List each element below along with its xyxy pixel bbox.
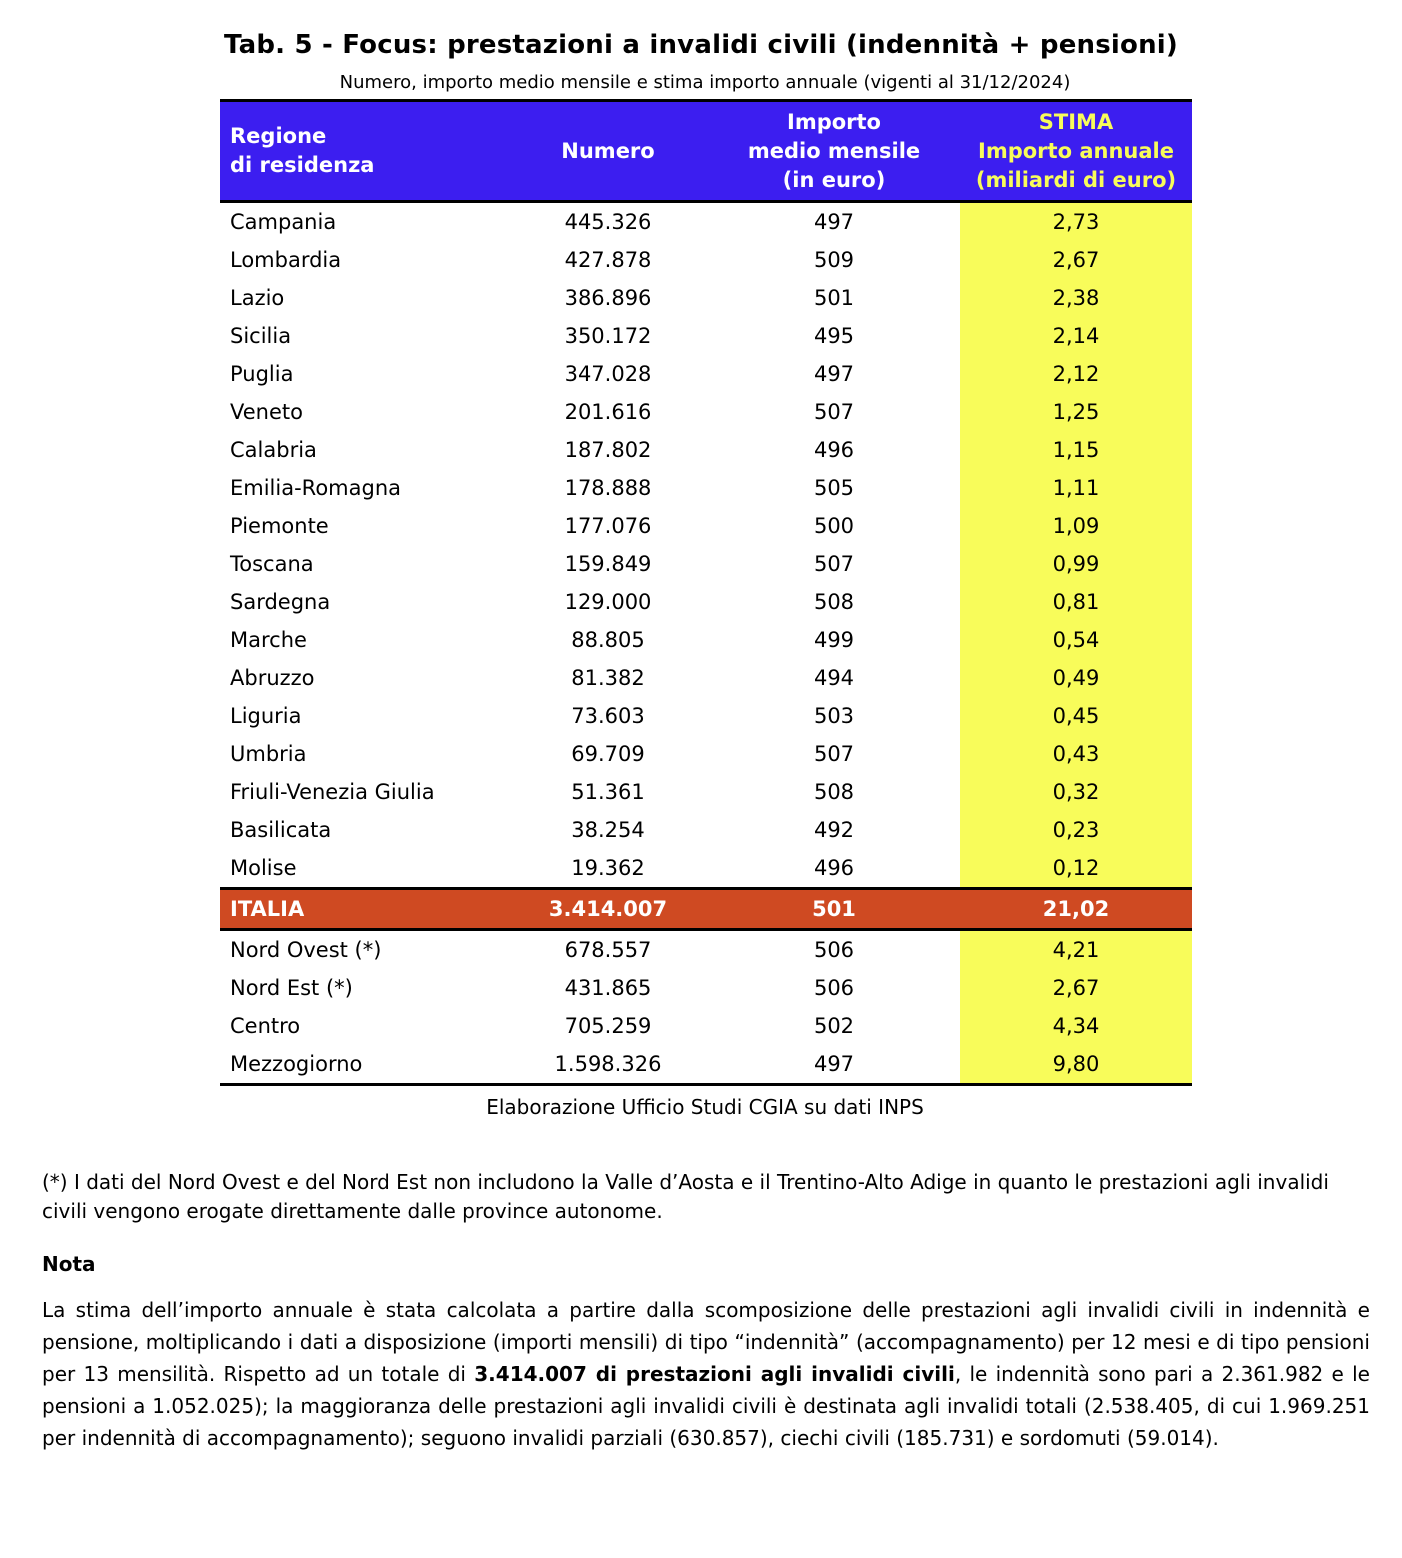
cell-regione: Puglia (230, 362, 294, 386)
cell-numero: 705.259 (564, 1014, 652, 1038)
cell-stima: 0,81 (960, 583, 1192, 621)
cell-numero: 201.616 (564, 400, 652, 424)
table-row (220, 1007, 1192, 1045)
cell-stima: 9,80 (960, 1045, 1192, 1085)
cell-stima: 4,34 (960, 1007, 1192, 1045)
cell-regione: Emilia-Romagna (230, 476, 402, 500)
cell-numero: 178.888 (564, 476, 652, 500)
cell-importo: 497 (813, 362, 855, 386)
cell-numero: 129.000 (564, 590, 652, 614)
total-stima: 21,02 (960, 889, 1192, 930)
footnote: (*) I dati del Nord Ovest e del Nord Est non includono la Valle d’Aosta e il Trentino-Alto Adige in quanto le prestazioni agli invalidi civili vengono erogate direttamente dalle province autonome. (42, 1170, 1329, 1223)
table-row (220, 393, 1192, 431)
total-importo: 501 (708, 889, 960, 930)
cell-stima: 0,45 (960, 697, 1192, 735)
cell-importo: 496 (813, 856, 855, 880)
cell-regione: Basilicata (230, 818, 332, 842)
cell-stima: 0,99 (960, 545, 1192, 583)
table-row (220, 735, 1192, 773)
cell-regione: Umbria (230, 742, 307, 766)
header-row (220, 101, 1192, 202)
cell-importo: 508 (813, 590, 855, 614)
total-body (220, 889, 1192, 930)
table-row (220, 279, 1192, 317)
source-note: Elaborazione Ufficio Studi CGIA su dati INPS (486, 1095, 924, 1119)
cell-numero: 678.557 (564, 938, 652, 962)
total-row (220, 889, 1192, 930)
nota-paragraph: La stima dell’importo annuale è stata calcolata a partire dalla scomposizione delle prestazioni agli invalidi civili in indennità e pensione, moltiplicando i dati a disposizione (importi mensili) di tipo “indennità” (accompagnamento) per 12 mesi e di tipo pensioni per 13 mensilità. Rispetto ad un totale di 3.414.007 di prestazioni agli invalidi civili, le indennità sono pari a 2.361.982 e le pensioni a 1.052.025); la maggioranza delle prestazioni agli invalidi civili è destinata agli invalidi totali (2.538.405, di cui 1.969.251 per indennità di accompagnamento); seguono invalidi parziali (630.857), ciechi civili (185.731) e sordomuti (59.014). (42, 1298, 1370, 1450)
cell-numero: 51.361 (571, 780, 645, 804)
regions-body (220, 202, 1192, 889)
table-row (220, 241, 1192, 279)
table-row (220, 431, 1192, 469)
cell-stima: 0,32 (960, 773, 1192, 811)
cell-numero: 427.878 (564, 248, 652, 272)
table-row (220, 659, 1192, 697)
cell-regione: Lazio (230, 286, 285, 310)
cell-stima: 2,73 (960, 202, 1192, 242)
cell-stima: 2,14 (960, 317, 1192, 355)
cell-regione: Nord Est (*) (230, 976, 353, 1000)
cell-regione: Veneto (230, 400, 303, 424)
cell-regione: Piemonte (230, 514, 329, 538)
cell-importo: 508 (813, 780, 855, 804)
table-row (220, 811, 1192, 849)
cell-importo: 503 (813, 704, 855, 728)
header-numero: Numero (508, 101, 708, 202)
total-numero: 3.414.007 (508, 889, 708, 930)
macro-areas-body (220, 930, 1192, 1085)
cell-importo: 506 (813, 976, 855, 1000)
nota-heading: Nota (42, 1252, 96, 1276)
data-table (220, 99, 1192, 1086)
cell-importo: 507 (813, 400, 855, 424)
cell-regione: Nord Ovest (*) (230, 938, 382, 962)
cell-stima: 1,15 (960, 431, 1192, 469)
cell-importo: 497 (813, 210, 855, 234)
table-row (220, 545, 1192, 583)
table-row (220, 317, 1192, 355)
cell-importo: 500 (813, 514, 855, 538)
cell-numero: 187.802 (564, 438, 652, 462)
cell-stima: 0,49 (960, 659, 1192, 697)
table-row (220, 849, 1192, 889)
cell-stima: 1,11 (960, 469, 1192, 507)
cell-importo: 507 (813, 742, 855, 766)
cell-stima: 2,38 (960, 279, 1192, 317)
table-row (220, 469, 1192, 507)
table-row (220, 202, 1192, 242)
header-importo: Importo medio mensile (in euro) (708, 101, 960, 202)
cell-numero: 350.172 (564, 324, 652, 348)
cell-stima: 2,67 (960, 241, 1192, 279)
cell-numero: 69.709 (571, 742, 645, 766)
cell-importo: 492 (813, 818, 855, 842)
cell-importo: 496 (813, 438, 855, 462)
cell-stima: 1,09 (960, 507, 1192, 545)
cell-importo: 494 (813, 666, 855, 690)
cell-numero: 81.382 (571, 666, 645, 690)
total-regione: ITALIA (220, 889, 508, 930)
cell-regione: Lombardia (230, 248, 342, 272)
header-stima: STIMA Importo annuale (miliardi di euro) (960, 101, 1192, 202)
cell-importo: 505 (813, 476, 855, 500)
cell-numero: 1.598.326 (554, 1052, 662, 1076)
cell-numero: 347.028 (564, 362, 652, 386)
cell-regione: Marche (230, 628, 307, 652)
table-row (220, 697, 1192, 735)
cell-importo: 501 (813, 286, 855, 310)
table-row (220, 969, 1192, 1007)
cell-stima: 2,67 (960, 969, 1192, 1007)
cell-regione: Campania (230, 210, 337, 234)
cell-importo: 499 (813, 628, 855, 652)
cell-importo: 506 (813, 938, 855, 962)
cell-importo: 497 (813, 1052, 855, 1076)
table-row (220, 1045, 1192, 1085)
table-row (220, 583, 1192, 621)
cell-regione: Sicilia (230, 324, 292, 348)
cell-numero: 386.896 (564, 286, 652, 310)
cell-importo: 495 (813, 324, 855, 348)
cell-stima: 2,12 (960, 355, 1192, 393)
table-row (220, 355, 1192, 393)
table-subtitle: Numero, importo medio mensile e stima importo annuale (vigenti al 31/12/2024) (339, 72, 1071, 93)
cell-regione: Abruzzo (230, 666, 315, 690)
cell-numero: 177.076 (564, 514, 652, 538)
cell-regione: Calabria (230, 438, 317, 462)
cell-numero: 88.805 (571, 628, 645, 652)
cell-stima: 1,25 (960, 393, 1192, 431)
cell-stima: 4,21 (960, 930, 1192, 970)
cell-stima: 0,43 (960, 735, 1192, 773)
cell-importo: 507 (813, 552, 855, 576)
cell-regione: Friuli-Venezia Giulia (230, 780, 435, 804)
cell-importo: 509 (813, 248, 855, 272)
nota-bold: 3.414.007 di prestazioni agli invalidi civili (474, 1362, 955, 1386)
cell-regione: Mezzogiorno (230, 1052, 363, 1076)
cell-numero: 19.362 (571, 856, 645, 880)
cell-regione: Molise (230, 856, 297, 880)
table-row (220, 930, 1192, 970)
table-row (220, 773, 1192, 811)
cell-regione: Toscana (230, 552, 314, 576)
cell-numero: 38.254 (571, 818, 645, 842)
cell-regione: Liguria (230, 704, 302, 728)
table-row (220, 507, 1192, 545)
cell-regione: Centro (230, 1014, 301, 1038)
header-regione: Regione di residenza (220, 101, 508, 202)
cell-numero: 159.849 (564, 552, 652, 576)
cell-importo: 502 (813, 1014, 855, 1038)
table-row (220, 621, 1192, 659)
table-title: Tab. 5 - Focus: prestazioni a invalidi civili (indennità + pensioni) (224, 30, 1178, 60)
cell-numero: 431.865 (564, 976, 652, 1000)
cell-regione: Sardegna (230, 590, 331, 614)
cell-stima: 0,23 (960, 811, 1192, 849)
cell-stima: 0,54 (960, 621, 1192, 659)
cell-stima: 0,12 (960, 849, 1192, 889)
cell-numero: 73.603 (571, 704, 645, 728)
cell-numero: 445.326 (564, 210, 652, 234)
